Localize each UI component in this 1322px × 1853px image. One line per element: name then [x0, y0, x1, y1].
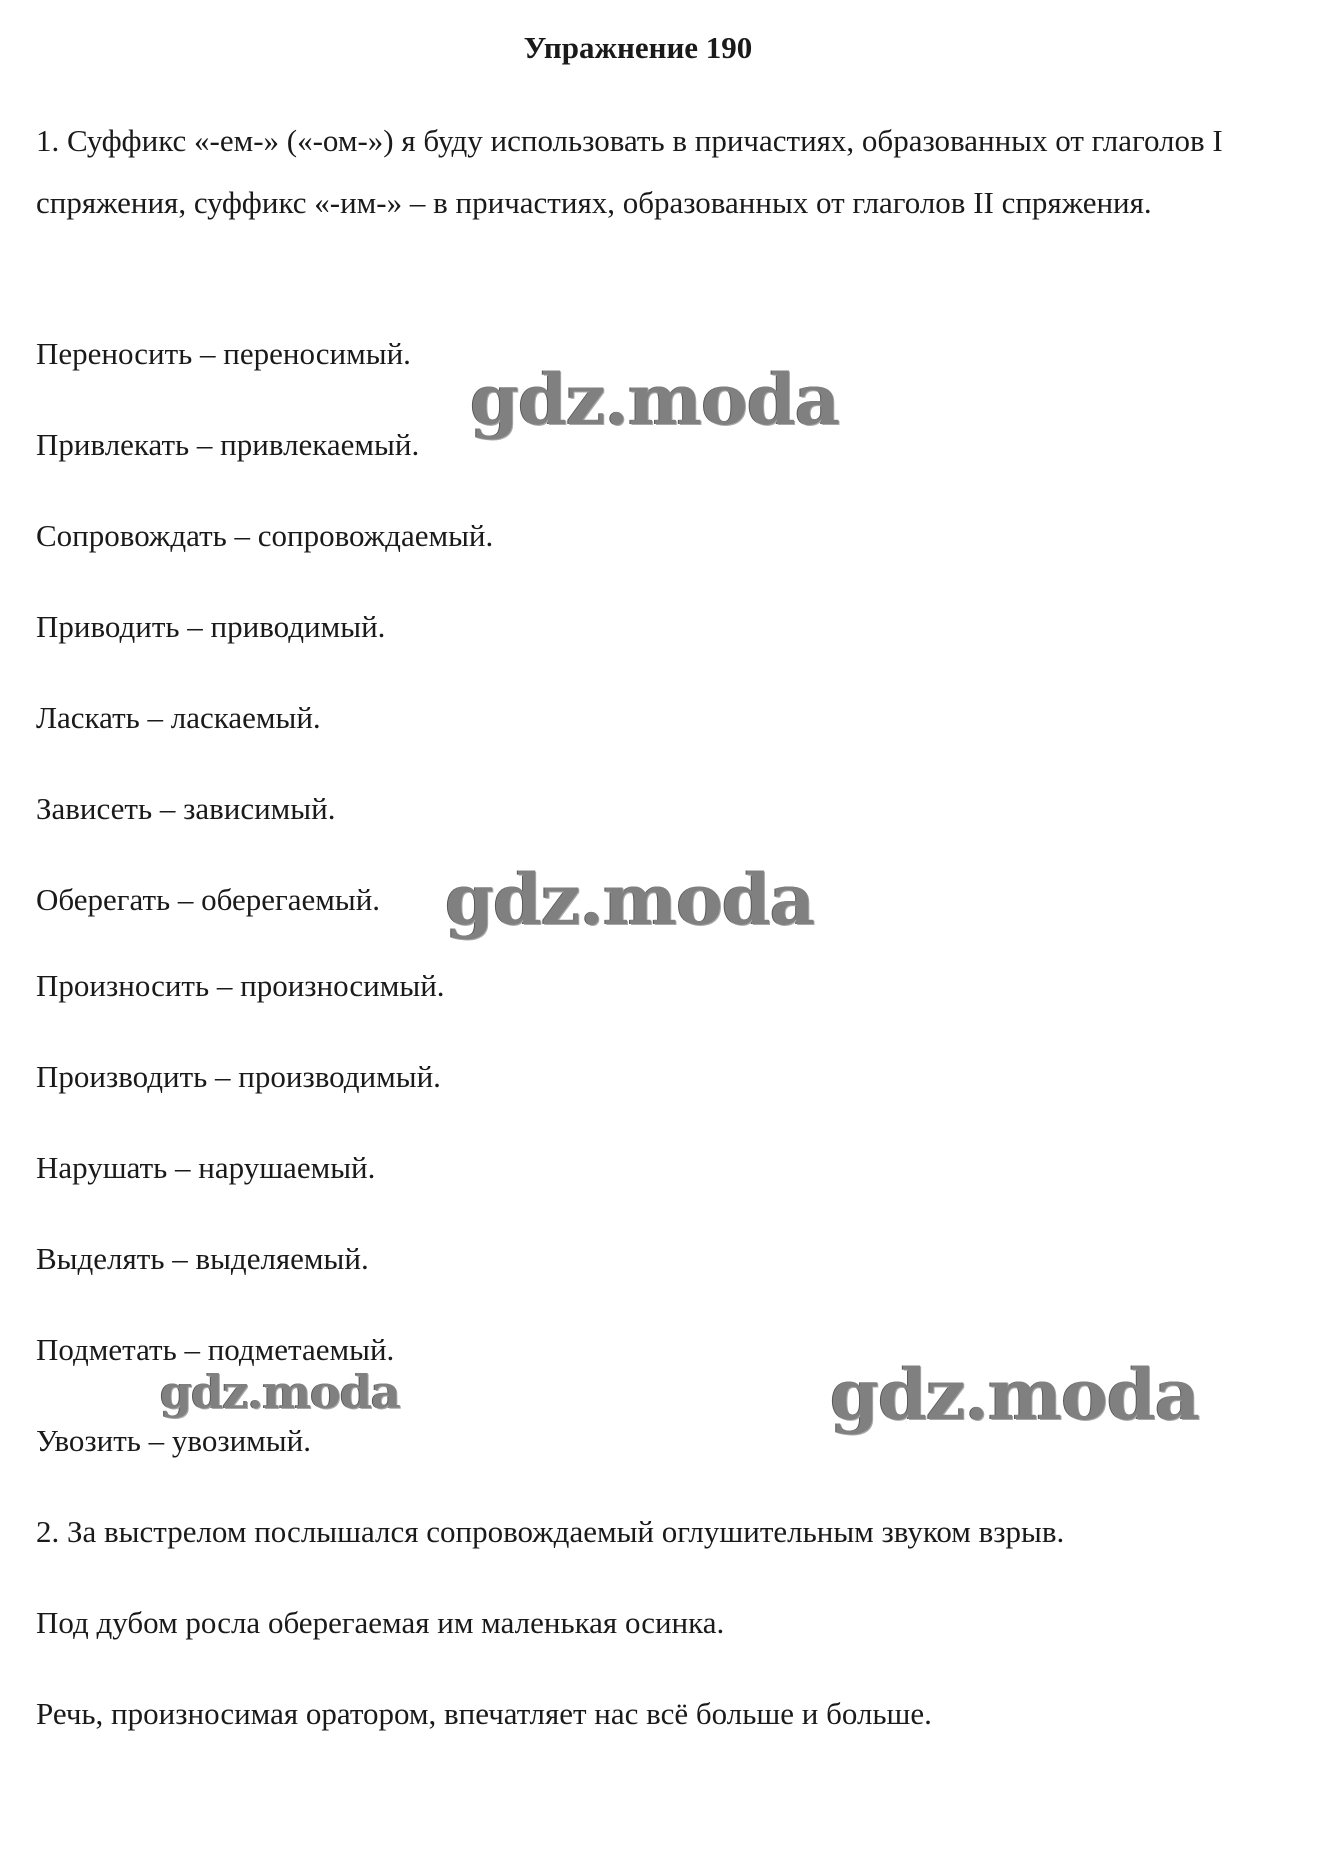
- word-pair-8: Произносить – произносимый.: [36, 968, 445, 1003]
- watermark-logo-3: gdz.moda: [160, 1365, 400, 1419]
- sentence-3: Речь, произносимая оратором, впечатляет нас всё больше и больше.: [36, 1696, 932, 1731]
- word-pair-6: Зависеть – зависимый.: [36, 791, 336, 826]
- sentence-2: Под дубом росла оберегаемая им маленькая осинка.: [36, 1605, 725, 1640]
- exercise-title: Упражнение 190: [523, 30, 753, 65]
- intro-paragraph: 1. Суффикс «-ем-» («-ом-») я буду использовать в причастиях, образованных от глаголов I спряжения, суффикс «-им-» – в причастиях, образованных от глаголов II спряжения.: [36, 123, 1223, 220]
- word-pair-13: Увозить – увозимый.: [36, 1423, 311, 1458]
- word-pair-4: Приводить – приводимый.: [36, 609, 386, 644]
- word-pair-10: Нарушать – нарушаемый.: [36, 1150, 376, 1185]
- watermark-logo-2: gdz.moda: [445, 858, 815, 941]
- word-pair-5: Ласкать – ласкаемый.: [36, 700, 321, 735]
- word-pair-2: Привлекать – привлекаемый.: [36, 427, 420, 462]
- word-pair-12: Подметать – подметаемый.: [36, 1332, 395, 1367]
- watermark-logo-1: gdz.moda: [470, 358, 840, 441]
- sentence-1: 2. За выстрелом послышался сопровождаемый оглушительным звуком взрыв.: [36, 1514, 1065, 1549]
- word-pair-9: Производить – производимый.: [36, 1059, 441, 1094]
- word-pair-11: Выделять – выделяемый.: [36, 1241, 369, 1276]
- word-pair-3: Сопровождать – сопровождаемый.: [36, 518, 494, 553]
- word-pair-1: Переносить – переносимый.: [36, 336, 411, 371]
- watermark-logo-4: gdz.moda: [830, 1353, 1200, 1436]
- word-pair-7: Оберегать – оберегаемый.: [36, 882, 381, 917]
